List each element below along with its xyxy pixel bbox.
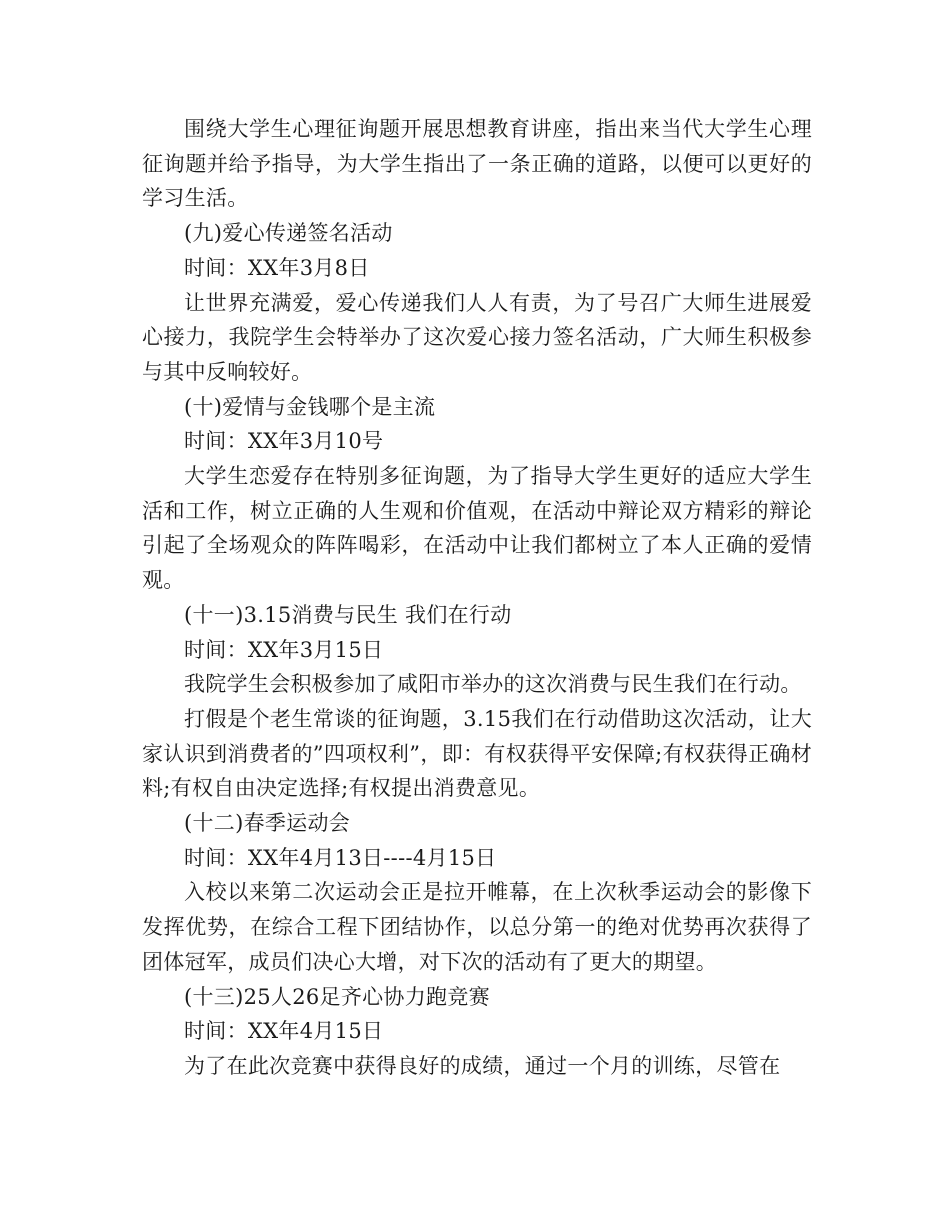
section-date-13: 时间：XX年4月15日 xyxy=(184,1019,384,1044)
section-date-9: 时间：XX年3月8日 xyxy=(184,255,370,280)
section-date-11: 时间：XX年3月15日 xyxy=(184,637,384,662)
paragraph-section-11b: 打假是个老生常谈的征询题，3.15我们在行动借助这次活动，让大家认识到消费者的”四项权利”，即：有权获得平安保障;有权获得正确材料;有权自由决定选择;有权提出消费意见。 xyxy=(142,706,812,801)
paragraph-lecture-summary: 围绕大学生心理征询题开展思想教育讲座，指出来当代大学生心理征询题并给予指导，为大学生指出了一条正确的道路，以便可以更好的学习生活。 xyxy=(142,117,812,211)
section-heading-12: (十二)春季运动会 xyxy=(184,811,351,836)
paragraph-section-10: 大学生恋爱存在特别多征询题，为了指导大学生更好的适应大学生活和工作，树立正确的人生观和价值观，在活动中辩论双方精彩的辩论引起了全场观众的阵阵喝彩，在活动中让我们都树立了本人正确的爱情观。 xyxy=(142,464,812,593)
paragraph-section-13: 为了在此次竞赛中获得良好的成绩，通过一个月的训练，尽管在 xyxy=(184,1053,781,1078)
document-body xyxy=(142,112,812,1084)
section-heading-11: (十一)3.15消费与民生 我们在行动 xyxy=(184,602,512,627)
paragraph-section-9: 让世界充满爱，爱心传递我们人人有责，为了号召广大师生进展爱心接力，我院学生会特举办了这次爱心接力签名活动，广大师生积极参与其中反响较好。 xyxy=(142,290,812,384)
section-heading-9: (九)爱心传递签名活动 xyxy=(184,221,393,246)
section-date-10: 时间：XX年3月10号 xyxy=(184,429,384,454)
paragraph-section-11a: 我院学生会积极参加了咸阳市举办的这次消费与民生我们在行动。 xyxy=(184,672,802,697)
section-date-12: 时间：XX年4月13日----4月15日 xyxy=(184,845,497,870)
section-heading-13: (十三)25人26足齐心协力跑竞赛 xyxy=(184,984,490,1009)
section-heading-10: (十)爱情与金钱哪个是主流 xyxy=(184,394,436,419)
paragraph-section-12: 入校以来第二次运动会正是拉开帷幕，在上次秋季运动会的影像下发挥优势，在综合工程下团结协作，以总分第一的绝对优势再次获得了团体冠军，成员们决心大增，对下次的活动有了更大的期望。 xyxy=(142,880,812,974)
